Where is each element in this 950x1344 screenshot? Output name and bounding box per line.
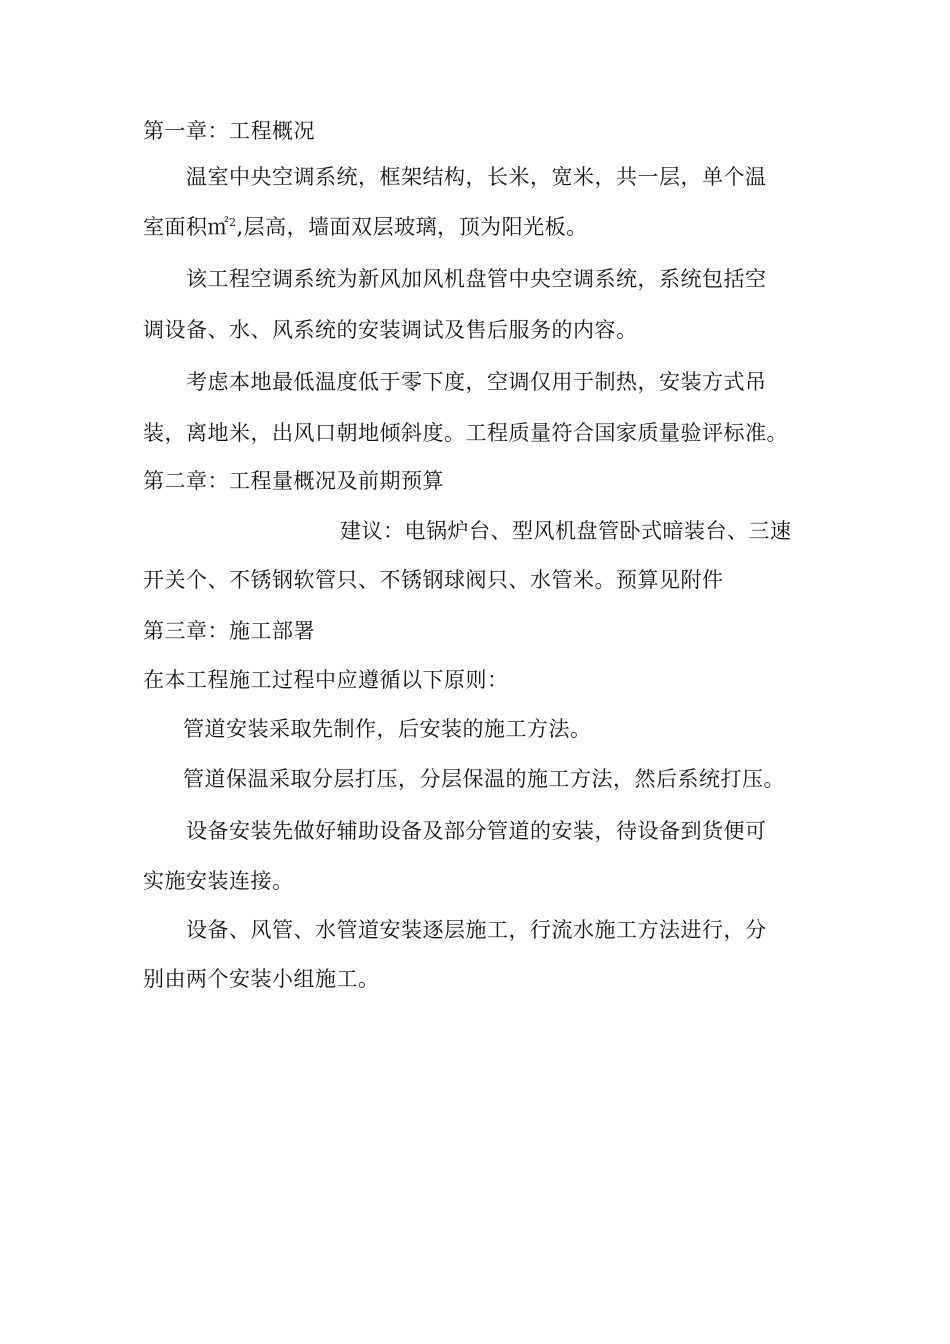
chapter1-para2-line1: 该工程空调系统为新风加风机盘管中央空调系统，系统包括空 xyxy=(186,267,767,291)
chapter1-para1-line1: 温室中央空调系统，框架结构，长米，宽米，共一层，单个温 xyxy=(186,165,767,189)
chapter2-para1-line1: 建议：电锅炉台、型风机盘管卧式暗装台、三速 xyxy=(340,519,792,543)
chapter3-intro: 在本工程施工过程中应遵循以下原则： xyxy=(143,668,509,692)
chapter1-para1-line2 xyxy=(143,214,588,240)
chapter1-para2-line2: 调设备、水、风系统的安装调试及售后服务的内容。 xyxy=(143,318,638,342)
chapter2-para1-line2: 开关个、不锈钢软管只、不锈钢球阀只、水管米。预算见附件 xyxy=(143,568,724,592)
area-superscript: 2 xyxy=(229,216,237,229)
area-text: 室面积㎡ xyxy=(143,215,229,239)
chapter3-item2: 管道保温采取分层打压，分层保温的施工方法，然后系统打压。 xyxy=(183,767,785,791)
chapter3-item1: 管道安装采取先制作，后安装的施工方法。 xyxy=(183,717,592,741)
chapter1-heading: 第一章：工程概况 xyxy=(143,119,315,143)
chapter1-para3-line2: 装，离地米，出风口朝地倾斜度。工程质量符合国家质量验评标准。 xyxy=(143,421,788,445)
chapter3-item4-line1: 设备、风管、水管道安装逐层施工，行流水施工方法进行，分 xyxy=(186,918,767,942)
chapter3-item4-line2: 别由两个安装小组施工。 xyxy=(143,967,380,991)
chapter1-para3-line1: 考虑本地最低温度低于零下度，空调仅用于制热，安装方式吊 xyxy=(186,370,767,394)
chapter3-heading: 第三章：施工部署 xyxy=(143,619,315,643)
height-text: ,层高，墙面双层玻璃，顶为阳光板。 xyxy=(236,215,588,239)
chapter3-item3-line1: 设备安装先做好辅助设备及部分管道的安装，待设备到货便可 xyxy=(186,819,767,843)
chapter2-heading: 第二章：工程量概况及前期预算 xyxy=(143,469,444,493)
chapter3-item3-line2: 实施安装连接。 xyxy=(143,869,294,893)
